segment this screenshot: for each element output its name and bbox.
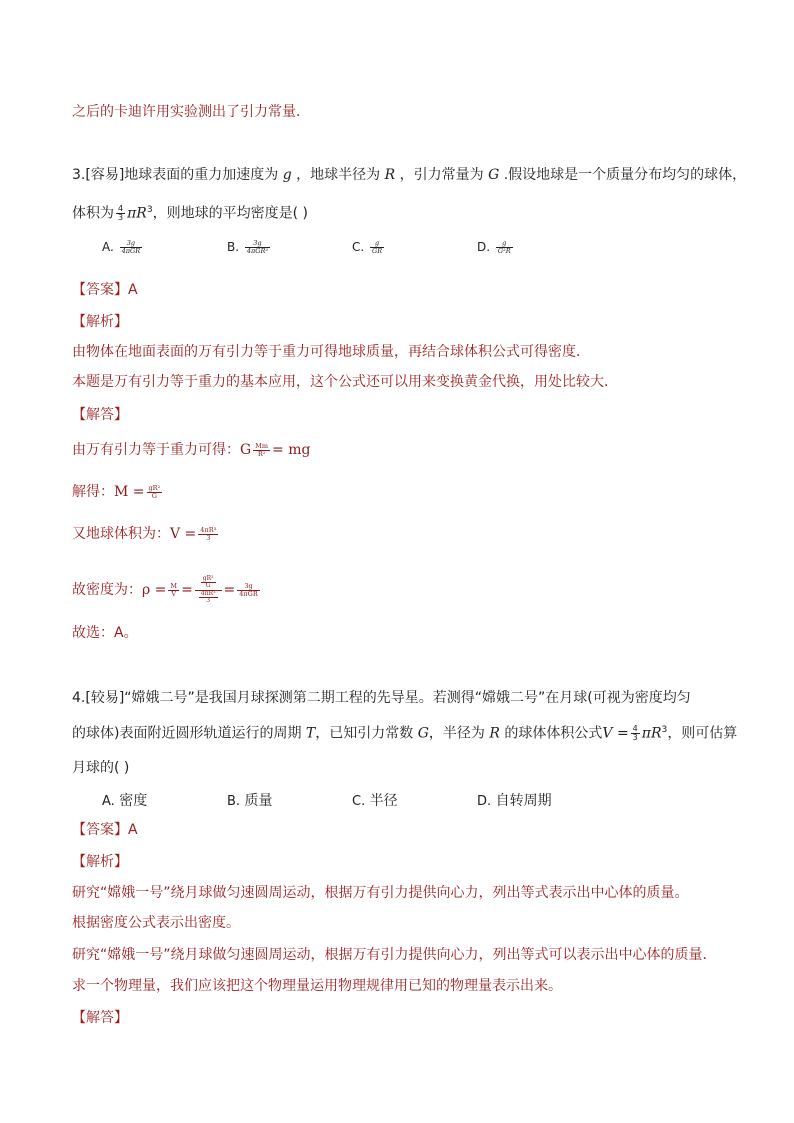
q4-solution-title: 【解答】 xyxy=(72,1010,128,1026)
q4-analysis-text-4: 求一个物理量，我们应该把这个物理量运用物理规律用已知的物理量表示出来。 xyxy=(72,978,562,994)
q4-stem-line2: 的球体)表面附近圆形轨道运行的周期 T，已知引力常数 G，半径为 R 的球体体积公式V = $\frac{4}{3}$ $\pi R^3$，则可估算 xyxy=(72,723,738,743)
q3-option-b: B. $\frac{3g}{\text{4πGR²}}$ xyxy=(227,239,268,255)
q4-option-b: B. 质量 xyxy=(227,793,273,809)
q3-solution-step-1: 由万有引力等于重力可得：G $\frac{Mm}{\text{R²}}$ = mg xyxy=(72,441,311,458)
q3-solution-step-3: 又地球体积为：V = $\frac{\text{4πR³}}{3}$ xyxy=(72,525,217,542)
q3-choose: 故选：A。 xyxy=(72,625,138,641)
q3-analysis-text-2: 本题是万有引力等于重力的基本应用，这个公式还可以用来变换黄金代换，用处比较大． xyxy=(72,374,618,390)
q3-analysis-title: 【解析】 xyxy=(72,314,128,330)
q4-analysis-text-2: 根据密度公式表示出密度。 xyxy=(72,915,240,931)
q4-analysis-title: 【解析】 xyxy=(72,854,128,870)
q3-solution-title: 【解答】 xyxy=(72,407,128,423)
q4-option-a: A. 密度 xyxy=(102,793,148,809)
q3-stem-line2: 体积为 $\frac{4}{3}$ $\pi R^3$，则地球的平均密度是( ) xyxy=(72,203,309,223)
q3-analysis-text-1: 由物体在地面表面的万有引力等于重力可得地球质量，再结合球体积公式可得密度． xyxy=(72,344,590,360)
paragraph-continuation: 之后的卡迪许用实验测出了引力常量． xyxy=(72,104,310,120)
q4-analysis-text-1: 研究“嫦娥一号”绕月球做匀速圆周运动，根据万有引力提供向心力，列出等式表示出中心体的质量。 xyxy=(72,885,689,901)
q4-analysis-text-3: 研究“嫦娥一号”绕月球做匀速圆周运动，根据万有引力提供向心力，列出等式可以表示出中心体的质量． xyxy=(72,947,717,963)
q4-answer: 【答案】A xyxy=(72,822,138,838)
q3-stem-line1: 3.[容易]地球表面的重力加速度为 g ，地球半径为 R ，引力常量为 G .假设地球是一个质量分布均匀的球体， xyxy=(72,167,747,183)
q3-option-d: D. $\frac{g}{\text{G²R}}$ xyxy=(477,239,511,255)
q3-option-a: A. $\frac{3g}{\text{4πGR}}$ xyxy=(102,239,141,255)
q4-stem-line1: 4.[较易]“嫦娥二号”是我国月球探测第二期工程的先导星。若测得“嫦娥二号”在月球(可视为密度均匀 xyxy=(72,690,691,706)
q4-option-c: C. 半径 xyxy=(352,793,398,809)
q3-solution-step-2: 解得：M = $\frac{\text{gR²}}{G}$ xyxy=(72,483,161,500)
q3-answer: 【答案】A xyxy=(72,282,138,298)
volume-fraction: $\frac{4}{3}$ xyxy=(118,203,124,223)
q3-solution-step-4: 故密度为：ρ = $\frac{M}{V}$ = $\frac{\frac{\text{gR²}}{G}}{\frac{\text{4πR³}}{3}}$ = $\frac{3g}{\text{4πGR}}$ xyxy=(72,575,258,604)
q3-option-c: C. $\frac{g}{GR}$ xyxy=(352,239,383,255)
q4-stem-line3: 月球的( ) xyxy=(72,760,130,776)
q4-option-d: D. 自转周期 xyxy=(477,793,552,809)
